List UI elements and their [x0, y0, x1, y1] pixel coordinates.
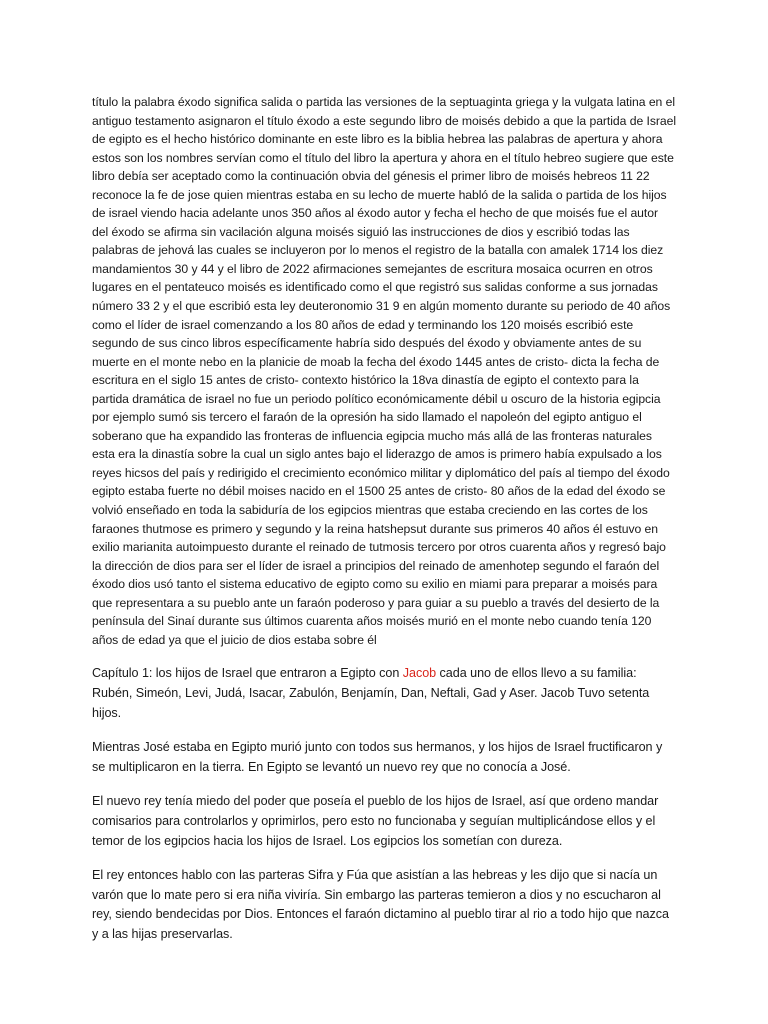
- intro-paragraph: título la palabra éxodo significa salida o partida las versiones de la septuaginta griega y la vulgata latina en el antiguo testamento asignaron el título éxodo a este segundo libro de moisés debido a que la partida de Israel de egipto es el hecho histórico dominante en este libro es la biblia hebrea las palabras de apertura y ahora estos son los nombres servían como el título del libro la apertura y ahora en el título hebreo sugiere que este libro debía ser aceptado como la continuación obvia del génesis el primer libro de moisés hebreos 11 22 reconoce la fe de jose quien mientras estaba en su lecho de muerte habló de la salida o partida de los hijos de israel viendo hacia adelante unos 350 años al éxodo autor y fecha el hecho de que moisés fue el autor del éxodo se afirma sin vacilación alguna moisés siguió las instrucciones de dios y escribió todas las palabras de jehová las cuales se incluyeron por lo menos el registro de la batalla con amalek 1714 los diez mandamientos 30 y 44 y el libro de 2022 afirmaciones semejantes de escritura mosaica ocurren en otros lugares en el pentateuco moisés es identificado como el que registró sus salidas conforme a sus jornadas número 33 2 y el que escribió esta ley deuteronomio 31 9 en algún momento durante su periodo de 40 años como el líder de israel comenzando a los 80 años de edad y terminando los 120 moisés escribió este segundo de sus cinco libros específicamente habría sido después del éxodo y obviamente antes de su muerte en el monte nebo en la planicie de moab la fecha del éxodo 1445 antes de cristo- dicta la fecha de escritura en el siglo 15 antes de cristo- contexto histórico la 18va dinastía de egipto el contexto para la partida dramática de israel no fue un periodo político económicamente débil u oscuro de la historia egipcia por ejemplo sumó sis tercero el faraón de la opresión ha sido llamado el napoleón del egipto antiguo el soberano que ha expandido las fronteras de influencia egipcia mucho más allá de las fronteras naturales esta era la dinastía sobre la cual un siglo antes bajo el liderazgo de amos is primero había expulsado a los reyes hicsos del país y redirigido el crecimiento económico militar y diplomático del país al tiempo del éxodo egipto estaba fuerte no débil moises nacido en el 1500 25 antes de cristo- 80 años de la edad del éxodo se volvió enseñado en toda la sabiduría de los egipcios mientras que estaba creciendo en las cortes de los faraones thutmose es primero y segundo y la reina hatshepsut durante sus primeros 40 años él estuvo en exilio marianita autoimpuesto durante el reinado de tutmosis tercero por otros cuarenta años y regresó bajo la dirección de dios para ser el líder de israel a principios del reinado de amenhotep segundo el faraón del éxodo dios usó tanto el sistema educativo de egipto como su exilio en miami para preparar a moisés para que representara a su pueblo ante un faraón poderoso y para guiar a su pueblo a través del desierto de la península del Sinaí durante sus últimos cuarenta años moisés murió en el monte nebo cuando tenía 120 años de edad ya que el juicio de dios estaba sobre él: [92, 95, 677, 647]
- paragraph-3: El nuevo rey tenía miedo del poder que poseía el pueblo de los hijos de Israel, así que ordeno mandar comisarios para controlarlos y oprimirlos, pero esto no funcionaba y seguían multiplicándose ellos y el temor de los egipcios hacia los hijos de Israel. Los egipcios los sometían con dureza.: [92, 794, 659, 848]
- highlighted-name-jacob: Jacob: [402, 666, 437, 681]
- paragraph-2: Mientras José estaba en Egipto murió junto con todos sus hermanos, y los hijos de Israel fructificaron y se multiplicaron en la tierra. En Egipto se levantó un nuevo rey que no conocía a José.: [92, 740, 663, 774]
- paragraph-4: El rey entonces hablo con las parteras Sifra y Fúa que asistían a las hebreas y les dijo que si nacía un varón que lo mate pero si era niña viviría. Sin embargo las parteras temieron a dios y no escucharon al rey, siendo bendecidas por Dios. Entonces el faraón dictamino al pueblo tirar al rio a todo hijo que nazca y a las hijas preservarlas.: [92, 868, 669, 941]
- chapter-paragraph: [92, 664, 676, 723]
- chapter-text-after: cada uno de ellos llevo a su familia: Rubén, Simeón, Levi, Judá, Isacar, Zabulón, Benjamín, Dan, Neftali, Gad y Aser. Jacob Tuvo setenta hijos.: [92, 666, 650, 720]
- chapter-text-before: Capítulo 1: los hijos de Israel que entraron a Egipto con: [92, 666, 403, 681]
